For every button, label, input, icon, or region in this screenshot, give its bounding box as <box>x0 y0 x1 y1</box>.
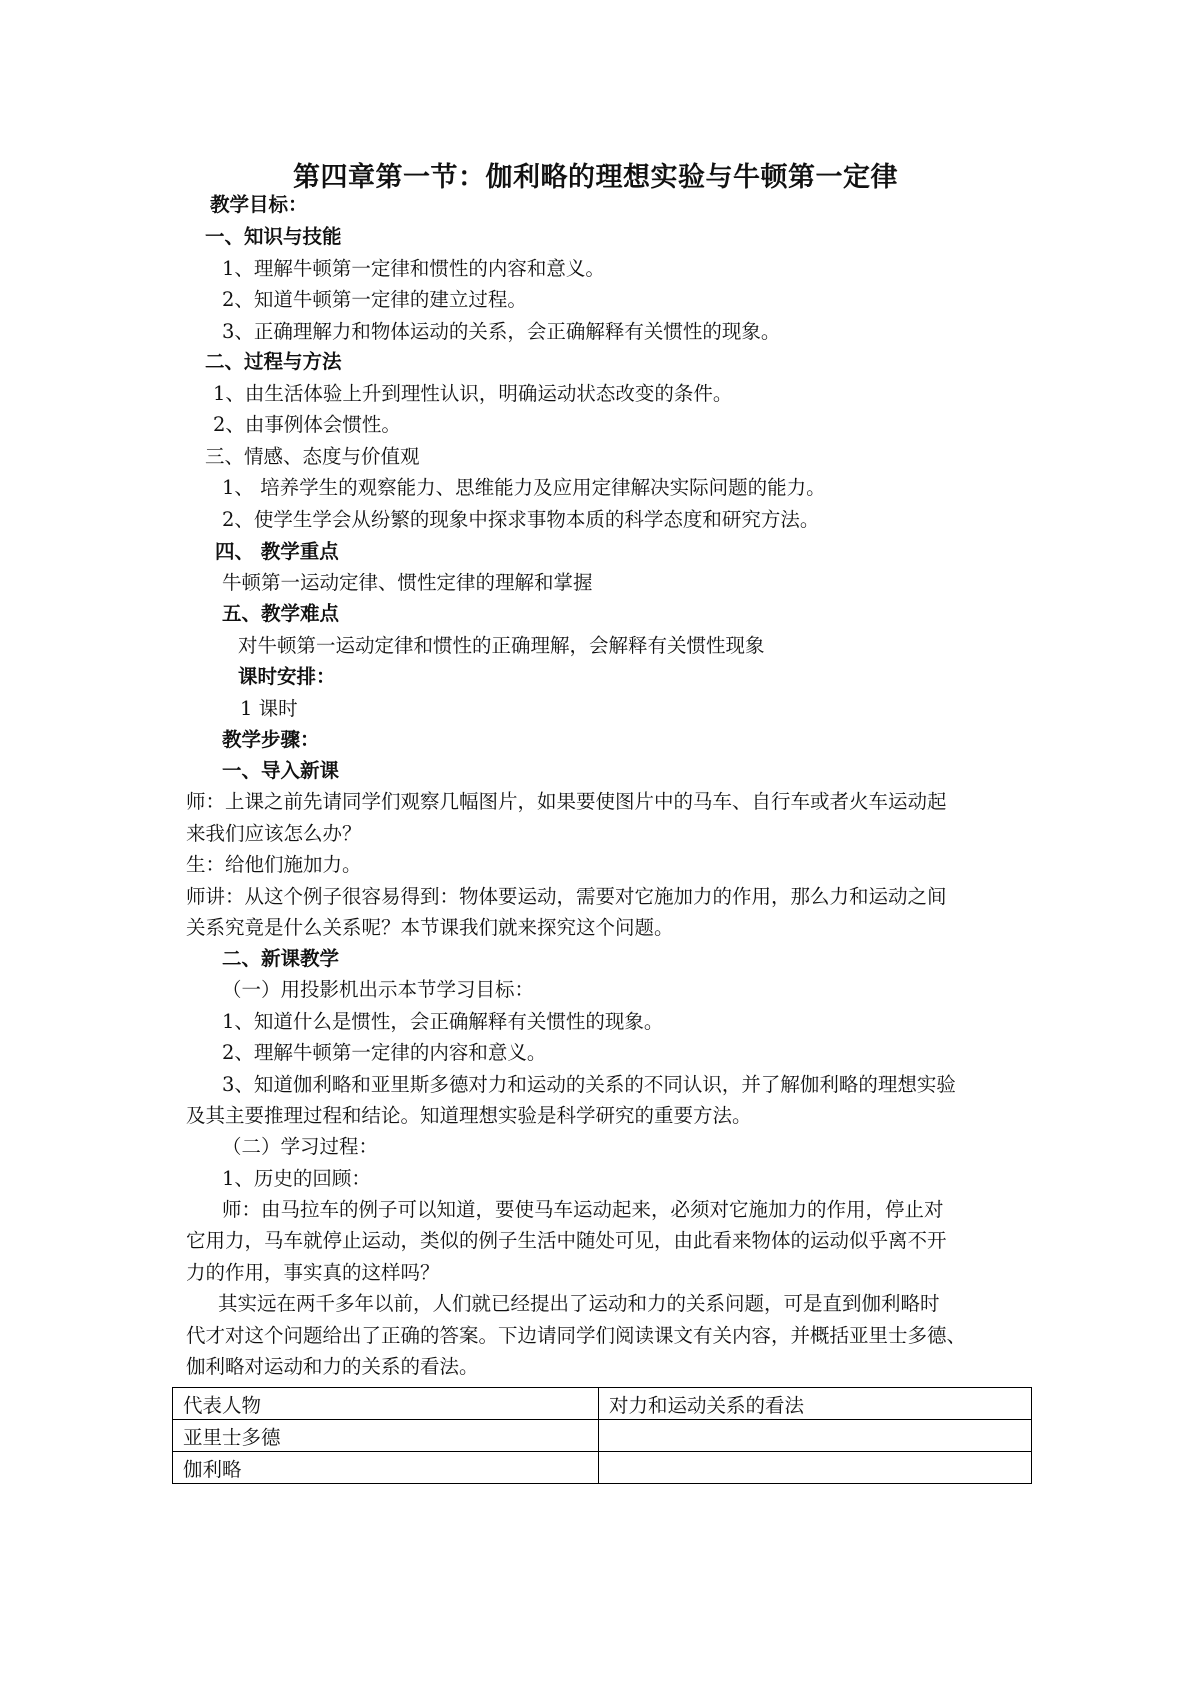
table-row <box>173 1452 1032 1484</box>
new-lesson-heading: 二、新课教学 <box>222 947 340 970</box>
learning-objective-item: 1、知道什么是惯性，会正确解释有关惯性的现象。 <box>222 1010 664 1033</box>
table-cell <box>599 1452 1032 1484</box>
history-paragraph-line: 师：由马拉车的例子可以知道，要使马车运动起来，必须对它施加力的作用，停止对 <box>222 1198 944 1221</box>
learning-objective-item: 及其主要推理过程和结论。知道理想实验是科学研究的重要方法。 <box>186 1104 752 1127</box>
dialogue-line: 生：给他们施加力。 <box>186 853 362 876</box>
intro-heading: 一、导入新课 <box>222 759 340 782</box>
schedule-text: 1 课时 <box>240 697 298 720</box>
history-paragraph-line: 代才对这个问题给出了正确的答案。下边请同学们阅读课文有关内容，并概括亚里士多德、 <box>186 1324 967 1347</box>
schedule-heading: 课时安排： <box>238 665 336 688</box>
table-header-cell: 对力和运动关系的看法 <box>599 1388 1032 1420</box>
learning-objective-item: 2、理解牛顿第一定律的内容和意义。 <box>222 1041 547 1064</box>
history-paragraph-line: 力的作用，事实真的这样吗？ <box>186 1261 440 1284</box>
process-method-heading: 二、过程与方法 <box>205 350 342 373</box>
attitude-item: 2、使学生学会从纷繁的现象中探求事物本质的科学态度和研究方法。 <box>222 508 820 531</box>
table-row <box>173 1420 1032 1452</box>
history-heading: 1、历史的回顾： <box>222 1167 371 1190</box>
attitude-item: 1、 培养学生的观察能力、思维能力及应用定律解决实际问题的能力。 <box>222 476 826 499</box>
table-header-cell: 代表人物 <box>173 1388 599 1420</box>
knowledge-item: 2、知道牛顿第一定律的建立过程。 <box>222 288 527 311</box>
dialogue-line: 师：上课之前先请同学们观察几幅图片，如果要使图片中的马车、自行车或者火车运动起 <box>186 790 947 813</box>
views-table <box>172 1387 1032 1484</box>
history-paragraph-line: 它用力，马车就停止运动，类似的例子生活中随处可见，由此看来物体的运动似乎离不开 <box>186 1229 947 1252</box>
learning-process-heading: （二）学习过程： <box>222 1135 379 1158</box>
objectives-heading: 教学目标： <box>210 193 308 216</box>
difficulties-heading: 五、教学难点 <box>222 602 340 625</box>
dialogue-line: 来我们应该怎么办？ <box>186 822 362 845</box>
knowledge-item: 3、正确理解力和物体运动的关系，会正确解释有关惯性的现象。 <box>222 320 781 343</box>
process-item: 2、由事例体会惯性。 <box>213 413 401 436</box>
objectives-projection-heading: （一）用投影机出示本节学习目标： <box>222 978 535 1001</box>
history-paragraph-line: 其实远在两千多年以前，人们就已经提出了运动和力的关系问题，可是直到伽利略时 <box>218 1292 940 1315</box>
history-paragraph-line: 伽利略对运动和力的关系的看法。 <box>186 1355 479 1378</box>
table-header-row <box>173 1388 1032 1420</box>
knowledge-item: 1、理解牛顿第一定律和惯性的内容和意义。 <box>222 257 605 280</box>
table-cell <box>599 1420 1032 1452</box>
key-points-text: 牛顿第一运动定律、惯性定律的理解和掌握 <box>222 571 593 594</box>
dialogue-line: 师讲：从这个例子很容易得到：物体要运动，需要对它施加力的作用，那么力和运动之间 <box>186 885 947 908</box>
process-item: 1、由生活体验上升到理性认识，明确运动状态改变的条件。 <box>213 382 733 405</box>
steps-heading: 教学步骤： <box>222 728 320 751</box>
table-cell: 伽利略 <box>173 1452 599 1484</box>
table-cell: 亚里士多德 <box>173 1420 599 1452</box>
learning-objective-item: 3、知道伽利略和亚里斯多德对力和运动的关系的不同认识，并了解伽利略的理想实验 <box>222 1073 956 1096</box>
attitude-values-heading: 三、情感、态度与价值观 <box>205 445 420 468</box>
document-title: 第四章第一节：伽利略的理想实验与牛顿第一定律 <box>293 162 898 193</box>
dialogue-line: 关系究竟是什么关系呢？本节课我们就来探究这个问题。 <box>186 916 674 939</box>
difficulties-text: 对牛顿第一运动定律和惯性的正确理解，会解释有关惯性现象 <box>238 634 765 657</box>
key-points-heading: 四、 教学重点 <box>215 540 339 563</box>
knowledge-skills-heading: 一、知识与技能 <box>205 225 342 248</box>
